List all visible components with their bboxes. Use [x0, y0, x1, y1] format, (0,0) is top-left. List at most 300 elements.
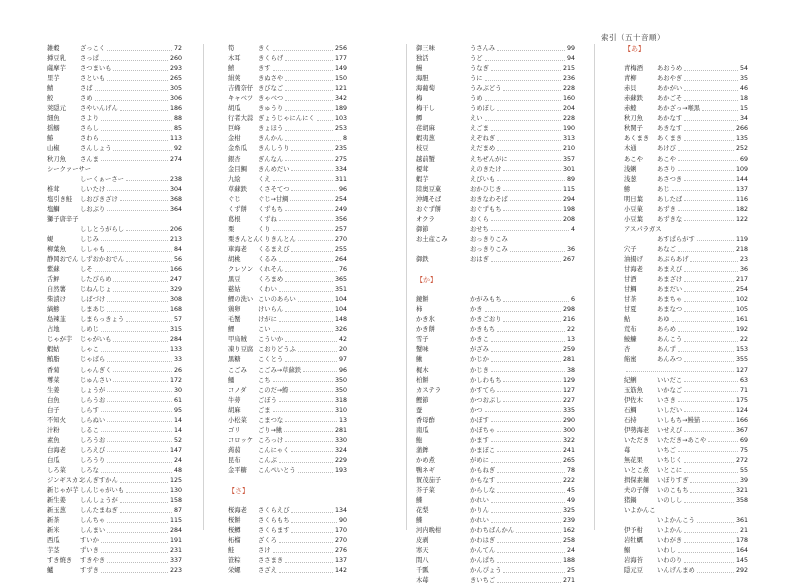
- dot-leader: [120, 502, 168, 503]
- entry-page-number: 281: [334, 426, 347, 434]
- index-entry: [228, 315, 347, 325]
- entry-page-number: 6: [570, 296, 575, 304]
- entry-reading: ころっけ: [258, 436, 284, 444]
- index-entry: [47, 466, 182, 476]
- index-entry: [228, 436, 347, 446]
- index-entry: [47, 205, 182, 215]
- dot-leader: [491, 512, 561, 513]
- index-entry: [416, 285, 575, 295]
- entry-term: 紀鯏: [624, 376, 637, 384]
- index-entry: [624, 64, 748, 74]
- entry-term: 甘海老: [624, 266, 643, 274]
- index-entry: [624, 124, 748, 134]
- entry-page-number: 36: [739, 266, 748, 274]
- entry-reading: しょうが: [80, 386, 106, 394]
- entry-reading: おかひじき: [470, 185, 502, 193]
- entry-term: 蒲鉾: [416, 446, 429, 454]
- entry-term: 榎茸: [416, 165, 429, 173]
- entry-page-number: 204: [562, 105, 575, 113]
- entry-reading: いぼりすぎ: [657, 477, 689, 485]
- entry-term: 鰯: [624, 547, 631, 555]
- dot-leader: [95, 271, 168, 272]
- entry-page-number: 175: [735, 396, 748, 404]
- entry-term: 甲烏賊: [228, 336, 247, 344]
- dot-leader: [291, 150, 332, 151]
- dot-leader: [684, 281, 734, 282]
- index-entry: [624, 295, 748, 305]
- index-entry: [228, 456, 347, 466]
- entry-page-number: 134: [334, 507, 347, 515]
- dot-leader: [684, 311, 734, 312]
- dot-leader: [284, 431, 333, 432]
- dot-leader: [273, 180, 333, 181]
- entry-page-number: 25: [566, 567, 575, 575]
- entry-reading: あさり: [657, 165, 676, 173]
- index-entry: [624, 54, 748, 64]
- entry-term: シークァーサー: [47, 165, 92, 173]
- entry-term: こごみ: [228, 366, 247, 374]
- entry-term: 花梨: [416, 507, 429, 515]
- entry-reading: しんじゃがいも: [80, 487, 125, 495]
- entry-reading: ごぼう: [258, 396, 277, 404]
- index-entry: [624, 486, 748, 496]
- entry-term: 鰍: [416, 356, 423, 364]
- dot-leader: [285, 90, 333, 91]
- index-entry: [228, 396, 347, 406]
- dot-leader: [684, 100, 738, 101]
- dot-leader: [485, 120, 561, 121]
- entry-term: 荒布: [624, 326, 637, 334]
- entry-page-number: 55: [739, 466, 748, 474]
- dot-leader: [279, 401, 333, 402]
- index-entry: [228, 335, 347, 345]
- entry-term: 紫蘇: [47, 266, 60, 274]
- dot-leader: [273, 331, 333, 332]
- dot-leader: [684, 301, 734, 302]
- entry-page-number: 357: [562, 155, 575, 163]
- entry-reading: こくとう: [258, 356, 284, 364]
- entry-page-number: 177: [334, 55, 347, 63]
- entry-page-number: 294: [562, 195, 575, 203]
- entry-term: 鰆: [47, 135, 54, 143]
- entry-term: カステラ: [416, 386, 442, 394]
- index-entry: [47, 366, 182, 376]
- entry-reading: くずもち: [258, 205, 284, 213]
- index-entry: [47, 54, 182, 64]
- dot-leader: [285, 160, 333, 161]
- entry-reading: じねんじょ: [80, 286, 112, 294]
- entry-page-number: 329: [169, 286, 182, 294]
- index-entry: [47, 305, 182, 315]
- entry-page-number: 270: [334, 537, 347, 545]
- dot-leader: [101, 572, 168, 573]
- entry-reading: あまちゃ: [657, 296, 683, 304]
- entry-page-number: 75: [739, 446, 748, 454]
- entry-page-number: 36: [566, 245, 575, 253]
- index-entry: [47, 556, 182, 566]
- entry-reading: うさんみ: [470, 45, 496, 52]
- entry-term: 行者大蒜: [228, 115, 254, 123]
- index-entry: [47, 64, 182, 74]
- index-entry: [47, 185, 182, 195]
- entry-reading: このだ→鰶: [258, 386, 289, 394]
- entry-term: 凍り豆腐: [228, 346, 254, 354]
- index-entry: [47, 225, 182, 235]
- index-entry: [416, 165, 575, 175]
- dot-leader: [95, 100, 168, 101]
- entry-page-number: 236: [562, 75, 575, 83]
- entry-reading: さくらもち: [258, 517, 290, 525]
- entry-page-number: 266: [735, 125, 748, 133]
- index-entry: [47, 315, 182, 325]
- dot-leader: [285, 130, 333, 131]
- entry-reading: いよかん: [657, 527, 683, 535]
- dot-leader: [678, 210, 734, 211]
- entry-term: 吉備奈仔: [228, 85, 254, 93]
- entry-term: 鰻: [416, 65, 423, 73]
- entry-term: 挿豆乳: [47, 55, 66, 63]
- entry-page-number: 186: [169, 105, 182, 113]
- entry-term: 梶木: [416, 366, 429, 374]
- entry-page-number: 129: [562, 376, 575, 384]
- dot-leader: [279, 462, 333, 463]
- entry-reading: しらうお: [80, 396, 106, 404]
- entry-reading: かしわもち: [470, 376, 502, 384]
- entry-page-number: 311: [334, 175, 347, 183]
- entry-term: 黒糖: [228, 356, 241, 364]
- entry-reading: あさつき: [657, 175, 683, 183]
- dot-leader: [497, 110, 561, 111]
- entry-page-number: 142: [334, 567, 347, 575]
- entry-reading: しまらっきょう: [80, 316, 125, 324]
- dot-leader: [285, 210, 333, 211]
- dot-leader: [697, 572, 734, 573]
- entry-term: 鱚: [228, 65, 235, 73]
- entry-reading: しらす: [80, 406, 99, 414]
- entry-term: 伊予柑: [624, 527, 643, 535]
- entry-reading: こういか: [258, 336, 284, 344]
- entry-reading: おくら: [470, 215, 489, 223]
- entry-reading: かつおぶし: [470, 396, 502, 404]
- entry-reading: したびらめ: [80, 276, 112, 284]
- dot-leader: [279, 542, 333, 543]
- entry-term: コロッケ: [228, 436, 254, 444]
- entry-term: 蜆: [47, 235, 54, 243]
- entry-term: かめ煮: [416, 456, 435, 464]
- entry-reading: あずき: [657, 205, 676, 213]
- entry-term: 小豆葉: [624, 215, 643, 223]
- entry-term: 静岡おでん: [47, 255, 79, 263]
- entry-page-number: 189: [334, 105, 347, 113]
- entry-term: オクラ: [416, 215, 435, 223]
- entry-term: 浅蜊: [624, 165, 637, 173]
- dot-leader: [291, 532, 332, 533]
- dot-leader: [497, 472, 565, 473]
- dot-leader: [285, 80, 333, 81]
- dot-leader: [678, 170, 734, 171]
- dot-leader: [107, 80, 168, 81]
- entry-page-number: 97: [338, 356, 347, 364]
- entry-reading: しーくぁーさー: [80, 175, 124, 183]
- entry-reading: おせち: [470, 225, 489, 233]
- entry-term: 鰹節: [416, 396, 429, 404]
- index-entry: [416, 225, 575, 235]
- entry-reading: くわい: [258, 286, 277, 294]
- index-entry: [228, 416, 347, 426]
- entry-term: 鮭: [228, 547, 235, 555]
- dot-leader: [101, 60, 168, 61]
- entry-term: 独活: [416, 55, 429, 63]
- entry-reading: さらし: [80, 125, 99, 133]
- entry-reading: うめぼし: [470, 105, 496, 113]
- entry-page-number: 247: [169, 276, 182, 284]
- entry-term: 岩海苔: [624, 557, 643, 565]
- entry-reading: じゅんさい: [80, 376, 112, 384]
- entry-term: 毛蟹: [228, 316, 241, 324]
- entry-reading: しるこ: [80, 426, 99, 434]
- index-entry: [228, 54, 347, 64]
- dot-leader: [126, 180, 168, 181]
- index-entry: [624, 275, 748, 285]
- entry-term: 栗きんとん: [228, 235, 260, 243]
- entry-page-number: 276: [334, 547, 347, 555]
- index-entry: [47, 506, 182, 516]
- index-entry: [624, 466, 748, 476]
- dot-leader: [303, 371, 337, 372]
- entry-reading: こいのあらい: [258, 296, 296, 304]
- entry-page-number: 61: [173, 396, 182, 404]
- index-entry: [624, 215, 748, 225]
- entry-page-number: 284: [169, 336, 182, 344]
- entry-term: 鱸: [47, 567, 54, 575]
- dot-leader: [273, 552, 333, 553]
- index-entry: [228, 124, 347, 134]
- index-entry: [47, 94, 182, 104]
- index-entry: [624, 516, 748, 526]
- entry-term: 石鯛: [624, 406, 637, 414]
- index-entry: [47, 536, 182, 546]
- entry-page-number: 298: [562, 306, 575, 314]
- entry-term: かき餅: [416, 326, 435, 334]
- index-entry: [228, 386, 347, 396]
- entry-term: 莢隠元: [47, 105, 66, 113]
- entry-page-number: 133: [169, 346, 182, 354]
- entry-page-number: 125: [169, 477, 182, 485]
- index-entry: [624, 536, 748, 546]
- dot-leader: [107, 462, 172, 463]
- entry-reading: ししとうがらし: [80, 225, 125, 233]
- dot-leader: [503, 190, 560, 191]
- index-entry: [416, 546, 575, 556]
- entry-reading: しんまい: [80, 527, 106, 535]
- index-entry: [624, 134, 748, 144]
- entry-page-number: 42: [338, 336, 347, 344]
- entry-reading: かもねぎ: [470, 466, 496, 474]
- index-entry: [416, 466, 575, 476]
- index-entry: [228, 376, 347, 386]
- entry-page-number: 69: [739, 155, 748, 163]
- entry-reading: あしたば: [657, 195, 683, 203]
- dot-leader: [285, 281, 333, 282]
- dot-leader: [291, 190, 337, 191]
- entry-page-number: 127: [562, 386, 575, 394]
- entry-page-number: 358: [735, 497, 748, 505]
- dot-leader: [678, 331, 734, 332]
- column-divider: [203, 44, 204, 530]
- entry-term: 伊勢海老: [624, 426, 650, 434]
- entry-page-number: 127: [735, 366, 748, 374]
- entry-reading: こんぺいとう: [258, 466, 296, 474]
- dot-leader: [120, 200, 168, 201]
- entry-term: 栄螺: [228, 567, 241, 575]
- index-entry: [416, 305, 575, 315]
- entry-reading: しゃんぎく: [80, 366, 112, 374]
- dot-leader: [279, 572, 333, 573]
- dot-leader: [684, 542, 734, 543]
- entry-page-number: 15: [739, 105, 748, 113]
- entry-term: 胡桃: [228, 255, 241, 263]
- entry-term: ジンギスカン: [47, 477, 85, 485]
- entry-page-number: 48: [173, 466, 182, 474]
- entry-term: 筍: [228, 45, 235, 52]
- entry-term: 椎茸: [47, 185, 60, 193]
- index-entry: [47, 546, 182, 556]
- index-entry: [416, 235, 575, 245]
- entry-term: 金平糖: [228, 466, 247, 474]
- dot-leader: [317, 120, 333, 121]
- entry-page-number: 313: [562, 135, 575, 143]
- dot-leader: [126, 230, 168, 231]
- entry-reading: かつ: [470, 406, 483, 414]
- entry-reading: あかざっ→喉黒: [657, 105, 701, 113]
- index-entry: [624, 74, 748, 84]
- dot-leader: [120, 512, 172, 513]
- entry-reading: しおぶり: [80, 205, 106, 213]
- dot-leader: [273, 50, 333, 51]
- index-entry: [416, 54, 575, 64]
- entry-page-number: 337: [169, 557, 182, 565]
- entry-reading: さけ: [258, 547, 271, 555]
- entry-term: 穴子: [624, 245, 637, 253]
- entry-page-number: 13: [566, 336, 575, 344]
- entry-page-number: 170: [334, 527, 347, 535]
- index-entry: [228, 185, 347, 195]
- index-entry: [228, 134, 347, 144]
- dot-leader: [491, 351, 561, 352]
- entry-page-number: 105: [735, 306, 748, 314]
- dot-leader: [503, 90, 560, 91]
- entry-reading: すずき: [80, 567, 99, 575]
- entry-page-number: 85: [173, 125, 182, 133]
- entry-reading: かりん: [470, 507, 489, 515]
- index-entry: [624, 315, 748, 325]
- index-column-2: [228, 44, 347, 576]
- entry-page-number: 272: [735, 456, 748, 464]
- entry-reading: あおやぎ: [657, 75, 683, 83]
- entry-term: 海胆: [416, 75, 429, 83]
- index-entry: [416, 44, 575, 54]
- entry-page-number: 284: [169, 527, 182, 535]
- entry-page-number: 318: [334, 396, 347, 404]
- dot-leader: [273, 411, 333, 412]
- index-entry: [47, 74, 182, 84]
- entry-term: 木通: [624, 145, 637, 153]
- entry-reading: あまなつ: [657, 306, 683, 314]
- index-entry: [47, 155, 182, 165]
- entry-page-number: 22: [566, 326, 575, 334]
- entry-reading: いわのり: [657, 557, 683, 565]
- entry-page-number: 63: [739, 376, 748, 384]
- dot-leader: [684, 220, 734, 221]
- entry-reading: しいたけ: [80, 185, 106, 193]
- index-entry: [228, 426, 347, 436]
- entry-reading: さば: [80, 85, 93, 93]
- dot-leader: [298, 301, 333, 302]
- entry-term: あこや: [624, 155, 643, 163]
- entry-reading: いしもち→鰻猫: [657, 416, 701, 424]
- entry-page-number: 213: [169, 235, 182, 243]
- index-entry: [416, 215, 575, 225]
- entry-page-number: 315: [169, 326, 182, 334]
- entry-term: あくまき: [624, 135, 650, 143]
- entry-reading: ししゃも: [80, 245, 106, 253]
- entry-term: 秋関子: [624, 125, 643, 133]
- dot-leader: [684, 90, 738, 91]
- entry-page-number: 193: [334, 466, 347, 474]
- entry-term: 南瓜: [416, 426, 429, 434]
- entry-reading: あまえび: [657, 266, 683, 274]
- entry-term: 木苺: [416, 577, 429, 585]
- entry-page-number: 87: [173, 507, 182, 515]
- entry-reading: あまざけ: [657, 276, 683, 284]
- index-entry: [416, 396, 575, 406]
- entry-term: キャベツ: [228, 95, 254, 103]
- entry-term: 伊佐木: [624, 396, 643, 404]
- entry-page-number: 321: [735, 487, 748, 495]
- entry-reading: かじか: [470, 356, 489, 364]
- entry-reading: がざみ: [470, 346, 489, 354]
- entry-reading: きょほう: [258, 125, 284, 133]
- index-entry: [228, 566, 347, 576]
- entry-term: 白海老: [47, 446, 66, 454]
- entry-term: 鯵: [624, 185, 631, 193]
- entry-reading: かます: [470, 436, 489, 444]
- entry-reading: ごり→鰍: [258, 426, 283, 434]
- entry-reading: きいちご: [470, 577, 496, 585]
- entry-page-number: 24: [173, 456, 182, 464]
- entry-page-number: 208: [562, 215, 575, 223]
- index-entry: [624, 84, 748, 94]
- dot-leader: [684, 431, 734, 432]
- dot-leader: [107, 361, 172, 362]
- entry-term: 白子: [47, 406, 60, 414]
- entry-reading: うど: [470, 55, 483, 63]
- entry-page-number: 8: [342, 135, 347, 143]
- entry-reading: さざえ: [258, 567, 277, 575]
- entry-term: 甘鯛: [624, 286, 637, 294]
- entry-term: 胡麻: [228, 406, 241, 414]
- page-title: 索引（五十音順）: [601, 33, 665, 42]
- entry-term: 枝豆: [416, 145, 429, 153]
- entry-reading: ささまき: [258, 557, 284, 565]
- index-entry: [47, 215, 182, 225]
- dot-leader: [702, 421, 734, 422]
- index-entry: [416, 386, 575, 396]
- entry-term: 蓴菜: [47, 376, 60, 384]
- entry-reading: あんこう: [657, 336, 683, 344]
- dot-leader: [107, 441, 172, 442]
- entry-page-number: 153: [735, 346, 748, 354]
